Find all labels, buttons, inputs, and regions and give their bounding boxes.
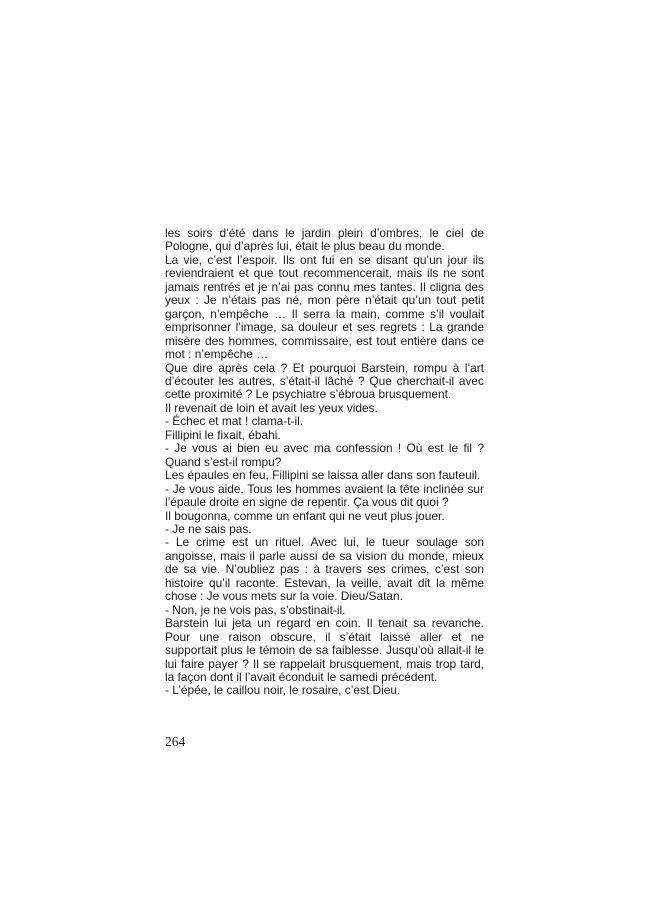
paragraph: - Non, je ne vois pas, s’obstinait-il. [165,602,346,617]
paragraph: - Je vous ai bien eu avec ma confession ! Où est le fil ? Quand s’est-il rompu? [165,441,484,469]
paragraph: Fillipini le fixait, ébahi. [165,427,281,442]
paragraph: - Le crime est un rituel. Avec lui, le tueur soulage son angoisse, mais il parle aussi de sa vision du monde, mieux de sa vie. N’oubliez pas : à travers ses crimes, c’est son histoire qu’il raconte. Estevan, la veille, avait dit la même chose : Je vous mets sur la voie. Dieu/Satan. [165,535,484,604]
paragraph: - L’épée, le caillou noir, le rosaire, c’est Dieu. [165,683,401,698]
page-body-text [165,227,484,698]
paragraph: Il revenait de loin et avait les yeux vides. [165,400,378,415]
paragraph: La vie, c’est l’espoir. Ils ont fui en se disant qu’un jour ils reviendraient et que tout recommencerait, mais ils ne sont jamais rentrés et je n’ai pas connu mes tantes. Il cligna des yeux : Je n’étais pas né, mon père n’était qu’un tout petit garçon, n’empêche … Il serra la main, comme s’il voulait emprisonner l’image, sa douleur et ses regrets : La grande misère des hommes, commissaire, est tout entière dans ce mot : n’empêche … [165,252,484,362]
paragraph: - Je ne sais pas. [165,521,252,536]
paragraph: - Je vous aide. Tous les hommes avaient la tête inclinée sur l’épaule droite en signe de repentir. Ça vous dit quoi ? [165,481,484,510]
paragraph: Barstein lui jeta un regard en coin. Il tenait sa revanche. Pour une raison obscure, il s’était laissé aller et ne supportait plus le témoin de sa faiblesse. Jusqu’où allait-il le lui faire payer ? Il se rappelait brusquement, mais trop tard, la façon dont il l’avait éconduit le samedi précédent. [165,616,484,684]
paragraph: - Échec et mat ! clama-t-il. [165,414,304,429]
paragraph: les soirs d’été dans le jardin plein d’ombres, le ciel de Pologne, qui d’après lui, était le plus beau du monde. [165,226,484,254]
paragraph: Les épaules en feu, Fillipini se laissa aller dans son fauteuil. [165,468,481,483]
paragraph: Il bougonna, comme un enfant qui ne veut plus jouer. [165,508,445,523]
page-number: 264 [165,734,186,749]
paragraph: Que dire après cela ? Et pourquoi Barstein, rompu à l’art d’écouter les autres, s’était-il lâché ? Que cherchait-il avec cette proximité ? Le psychiatre s’ébroua brusquement. [165,360,484,402]
